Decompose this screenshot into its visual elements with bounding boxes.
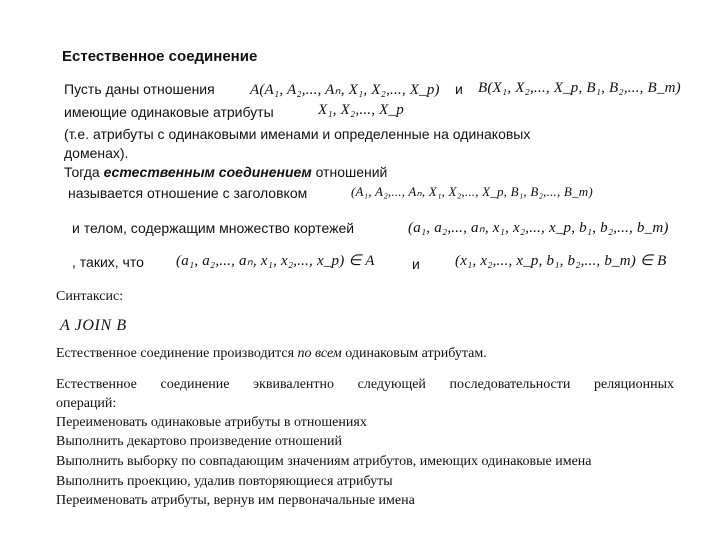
page-title: Естественное соединение (62, 48, 258, 65)
syntax-label: Синтаксис: (56, 289, 124, 304)
equivalence-line: Естественное соединение эквивалентно следующей последовательности реляционных (56, 377, 674, 392)
step-item: Выполнить выборку по совпадающим значениям атрибутов, имеющих одинаковые имена (56, 454, 592, 469)
relation-b-formula: B(X₁, X₂,..., X_p, B₁, B₂,..., B_m) (478, 80, 681, 96)
definition-suffix: отношений (311, 164, 388, 180)
explanation-line: (т.е. атрибуты с одинаковыми именами и определенные на одинаковых (64, 126, 531, 142)
note-suffix: одинаковым атрибутам. (341, 346, 487, 361)
relation-a-formula: A(A₁, A₂,..., Aₙ, X₁, X₂,..., X_p) (250, 82, 440, 98)
explanation-line: доменах). (64, 145, 129, 161)
body-text: и телом, содержащим множество кортежей (72, 220, 355, 236)
defined-term: естественным соединением (103, 164, 312, 180)
step-item: Переименовать атрибуты, вернув им первоначальные имена (56, 493, 415, 508)
step-item: Выполнить декартово произведение отношений (56, 434, 342, 449)
definition-prefix: Тогда (64, 164, 104, 180)
condition-text: , таких, что (72, 254, 144, 270)
condition-b-formula: (x₁, x₂,..., x_p, b₁, b₂,..., b_m) ∈ B (455, 253, 667, 269)
conjunction: и (455, 81, 463, 97)
note-prefix: Естественное соединение производится (56, 346, 298, 361)
note-line (56, 346, 487, 362)
step-item: Выполнить проекцию, удалив повторяющиеся атрибуты (56, 474, 393, 489)
common-attrs-text: имеющие одинаковые атрибуты (64, 104, 274, 120)
equivalence-line: операций: (56, 396, 117, 411)
header-text: называется отношение с заголовком (68, 185, 308, 201)
syntax-formula: A JOIN B (60, 317, 127, 334)
tuple-formula: (a₁, a₂,..., aₙ, x₁, x₂,..., x_p, b₁, b₂,..., b_m) (408, 220, 669, 236)
condition-a-formula: (a₁, a₂,..., aₙ, x₁, x₂,..., x_p) ∈ A (176, 253, 375, 269)
header-formula: (A₁, A₂,..., Aₙ, X₁, X₂,..., X_p, B₁, B₂,..., B_m) (351, 184, 593, 199)
note-emphasis: по всем (297, 346, 342, 361)
common-attrs-formula: X₁, X₂,..., X_p (318, 102, 404, 118)
definition-line (64, 164, 387, 180)
intro-text: Пусть даны отношения (64, 81, 215, 97)
conjunction: и (412, 256, 420, 272)
step-item: Переименовать одинаковые атрибуты в отношениях (56, 415, 367, 430)
